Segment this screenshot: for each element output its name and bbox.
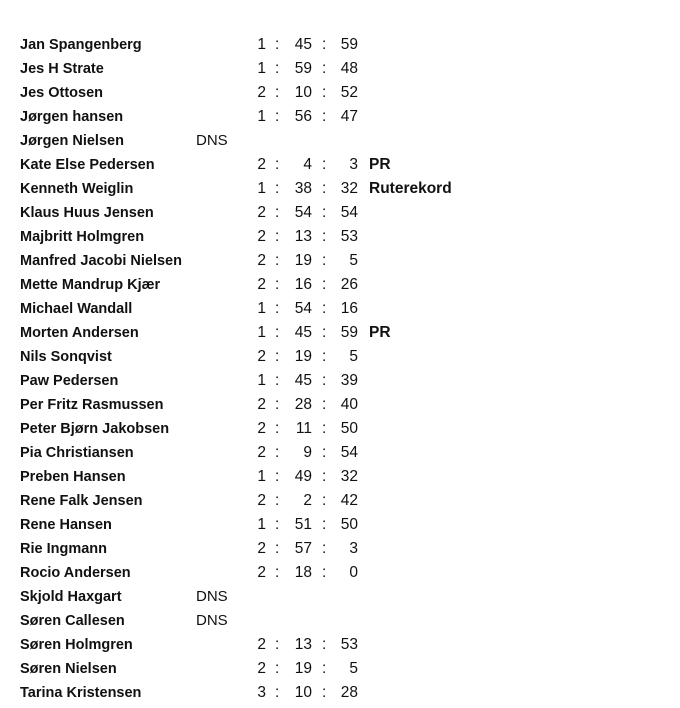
time-seconds: 5 xyxy=(349,348,358,365)
runner-name: Manfred Jacobi Nielsen xyxy=(20,253,182,269)
time-seconds: 26 xyxy=(340,276,358,293)
time-seconds: 54 xyxy=(340,204,358,221)
time-hours: 1 xyxy=(257,60,266,77)
time-seconds: 16 xyxy=(340,300,358,317)
time-hours: 2 xyxy=(257,204,266,221)
time-separator: : xyxy=(275,36,280,53)
runner-name: Majbritt Holmgren xyxy=(20,229,145,245)
time-hours: 2 xyxy=(257,660,266,677)
time-separator: : xyxy=(275,276,280,293)
time-separator: : xyxy=(322,108,327,125)
time-seconds: 50 xyxy=(340,420,358,437)
time-separator: : xyxy=(322,300,327,317)
time-separator: : xyxy=(275,156,280,173)
time-hours: 1 xyxy=(257,372,266,389)
time-minutes: 54 xyxy=(294,204,312,221)
time-seconds: 53 xyxy=(340,636,358,653)
result-row xyxy=(0,273,680,297)
time-seconds: 47 xyxy=(340,108,358,125)
time-separator: : xyxy=(322,84,327,101)
time-separator: : xyxy=(322,468,327,485)
time-separator: : xyxy=(275,300,280,317)
time-seconds: 48 xyxy=(340,60,358,77)
time-minutes: 28 xyxy=(294,396,312,413)
time-minutes: 19 xyxy=(294,660,312,677)
result-row xyxy=(0,489,680,513)
runner-name: Klaus Huus Jensen xyxy=(20,205,154,221)
runner-name: Per Fritz Rasmussen xyxy=(20,397,164,413)
result-row xyxy=(0,201,680,225)
runner-name: Søren Nielsen xyxy=(20,661,117,677)
result-row xyxy=(0,585,680,609)
time-separator: : xyxy=(275,396,280,413)
time-separator: : xyxy=(275,324,280,341)
result-row xyxy=(0,81,680,105)
time-separator: : xyxy=(275,636,280,653)
time-separator: : xyxy=(322,252,327,269)
time-separator: : xyxy=(322,228,327,245)
result-row xyxy=(0,33,680,57)
runner-name: Michael Wandall xyxy=(20,301,133,317)
time-hours: 2 xyxy=(257,420,266,437)
runner-name: Jan Spangenberg xyxy=(20,37,142,53)
time-hours: 1 xyxy=(257,108,266,125)
result-note: Ruterekord xyxy=(369,180,452,197)
result-row xyxy=(0,417,680,441)
time-separator: : xyxy=(275,684,280,701)
runner-name: Rene Falk Jensen xyxy=(20,493,143,509)
time-hours: 2 xyxy=(257,444,266,461)
time-seconds: 32 xyxy=(340,180,358,197)
time-hours: 2 xyxy=(257,348,266,365)
time-separator: : xyxy=(275,252,280,269)
time-separator: : xyxy=(322,420,327,437)
time-separator: : xyxy=(275,60,280,77)
runner-name: Jes Ottosen xyxy=(20,85,103,101)
time-minutes: 51 xyxy=(294,516,312,533)
result-row xyxy=(0,537,680,561)
result-row xyxy=(0,345,680,369)
time-minutes: 18 xyxy=(294,564,312,581)
result-row xyxy=(0,321,680,345)
time-hours: 1 xyxy=(257,300,266,317)
time-hours: 2 xyxy=(257,564,266,581)
time-separator: : xyxy=(275,204,280,221)
time-minutes: 38 xyxy=(294,180,312,197)
time-minutes: 19 xyxy=(294,348,312,365)
time-minutes: 2 xyxy=(303,492,312,509)
time-separator: : xyxy=(322,636,327,653)
time-minutes: 13 xyxy=(294,636,312,653)
time-hours: 1 xyxy=(257,36,266,53)
time-separator: : xyxy=(275,108,280,125)
time-separator: : xyxy=(322,348,327,365)
result-row xyxy=(0,609,680,633)
time-hours: 1 xyxy=(257,516,266,533)
time-seconds: 40 xyxy=(340,396,358,413)
time-seconds: 59 xyxy=(340,36,358,53)
time-separator: : xyxy=(322,156,327,173)
runner-name: Nils Sonqvist xyxy=(20,349,112,365)
time-seconds: 52 xyxy=(340,84,358,101)
time-separator: : xyxy=(322,60,327,77)
time-hours: 2 xyxy=(257,540,266,557)
time-hours: 1 xyxy=(257,468,266,485)
runner-name: Rie Ingmann xyxy=(20,541,108,557)
runner-name: Jørgen hansen xyxy=(20,109,124,125)
time-seconds: 3 xyxy=(349,540,358,557)
time-hours: 2 xyxy=(257,396,266,413)
time-separator: : xyxy=(275,540,280,557)
time-separator: : xyxy=(275,444,280,461)
result-row xyxy=(0,177,680,201)
time-seconds: 0 xyxy=(349,564,358,581)
result-row xyxy=(0,657,680,681)
runner-name: Rocio Andersen xyxy=(20,565,131,581)
time-minutes: 49 xyxy=(294,468,312,485)
runner-name: Morten Andersen xyxy=(20,325,139,341)
time-separator: : xyxy=(322,660,327,677)
time-separator: : xyxy=(322,492,327,509)
time-minutes: 45 xyxy=(294,372,312,389)
runner-name: Peter Bjørn Jakobsen xyxy=(20,421,170,437)
time-separator: : xyxy=(322,540,327,557)
result-row xyxy=(0,57,680,81)
results-list xyxy=(0,33,680,705)
time-separator: : xyxy=(322,372,327,389)
time-hours: 2 xyxy=(257,252,266,269)
time-minutes: 16 xyxy=(294,276,312,293)
time-separator: : xyxy=(275,420,280,437)
time-hours: 2 xyxy=(257,276,266,293)
result-row xyxy=(0,249,680,273)
runner-name: Mette Mandrup Kjær xyxy=(20,277,161,293)
time-separator: : xyxy=(275,660,280,677)
time-minutes: 13 xyxy=(294,228,312,245)
time-seconds: 59 xyxy=(340,324,358,341)
result-row xyxy=(0,225,680,249)
runner-name: Jørgen Nielsen xyxy=(20,133,124,149)
time-separator: : xyxy=(322,684,327,701)
time-hours: 1 xyxy=(257,324,266,341)
result-row xyxy=(0,105,680,129)
time-separator: : xyxy=(275,228,280,245)
time-separator: : xyxy=(275,180,280,197)
time-minutes: 56 xyxy=(294,108,312,125)
result-row xyxy=(0,513,680,537)
time-separator: : xyxy=(322,276,327,293)
time-separator: : xyxy=(322,444,327,461)
result-row xyxy=(0,129,680,153)
time-seconds: 28 xyxy=(340,684,358,701)
time-minutes: 4 xyxy=(303,156,312,173)
time-separator: : xyxy=(275,348,280,365)
time-minutes: 10 xyxy=(294,684,312,701)
result-row xyxy=(0,297,680,321)
time-seconds: 50 xyxy=(340,516,358,533)
time-minutes: 9 xyxy=(303,444,312,461)
runner-name: Skjold Haxgart xyxy=(20,589,122,605)
time-seconds: 53 xyxy=(340,228,358,245)
time-minutes: 54 xyxy=(294,300,312,317)
time-hours: 2 xyxy=(257,636,266,653)
time-seconds: 42 xyxy=(340,492,358,509)
time-seconds: 54 xyxy=(340,444,358,461)
runner-name: Jes H Strate xyxy=(20,61,104,77)
time-separator: : xyxy=(275,516,280,533)
time-separator: : xyxy=(275,468,280,485)
time-hours: 2 xyxy=(257,228,266,245)
time-hours: 1 xyxy=(257,180,266,197)
time-separator: : xyxy=(275,372,280,389)
result-row xyxy=(0,441,680,465)
time-separator: : xyxy=(275,84,280,101)
time-separator: : xyxy=(322,564,327,581)
time-separator: : xyxy=(322,324,327,341)
time-seconds: 5 xyxy=(349,660,358,677)
result-row xyxy=(0,369,680,393)
result-row xyxy=(0,153,680,177)
runner-name: Søren Holmgren xyxy=(20,637,133,653)
time-minutes: 10 xyxy=(294,84,312,101)
runner-name: Paw Pedersen xyxy=(20,373,119,389)
time-hours: 2 xyxy=(257,156,266,173)
time-hours: 3 xyxy=(257,684,266,701)
time-separator: : xyxy=(322,36,327,53)
time-minutes: 57 xyxy=(294,540,312,557)
time-seconds: 32 xyxy=(340,468,358,485)
time-separator: : xyxy=(275,564,280,581)
time-separator: : xyxy=(322,204,327,221)
result-row xyxy=(0,465,680,489)
time-seconds: 3 xyxy=(349,156,358,173)
time-separator: : xyxy=(322,180,327,197)
status-label: DNS xyxy=(196,588,228,605)
time-minutes: 59 xyxy=(294,60,312,77)
runner-name: Kate Else Pedersen xyxy=(20,157,155,173)
result-note: PR xyxy=(369,156,391,173)
time-seconds: 5 xyxy=(349,252,358,269)
status-label: DNS xyxy=(196,612,228,629)
time-minutes: 19 xyxy=(294,252,312,269)
result-row xyxy=(0,561,680,585)
runner-name: Søren Callesen xyxy=(20,613,125,629)
runner-name: Tarina Kristensen xyxy=(20,685,142,701)
result-note: PR xyxy=(369,324,391,341)
time-minutes: 11 xyxy=(295,420,312,437)
runner-name: Rene Hansen xyxy=(20,517,112,533)
runner-name: Kenneth Weiglin xyxy=(20,181,134,197)
time-hours: 2 xyxy=(257,84,266,101)
result-row xyxy=(0,633,680,657)
status-label: DNS xyxy=(196,132,228,149)
time-separator: : xyxy=(322,516,327,533)
time-minutes: 45 xyxy=(294,324,312,341)
result-row xyxy=(0,393,680,417)
time-hours: 2 xyxy=(257,492,266,509)
time-minutes: 45 xyxy=(294,36,312,53)
time-seconds: 39 xyxy=(340,372,358,389)
result-row xyxy=(0,681,680,705)
runner-name: Pia Christiansen xyxy=(20,445,134,461)
runner-name: Preben Hansen xyxy=(20,469,126,485)
time-separator: : xyxy=(275,492,280,509)
time-separator: : xyxy=(322,396,327,413)
